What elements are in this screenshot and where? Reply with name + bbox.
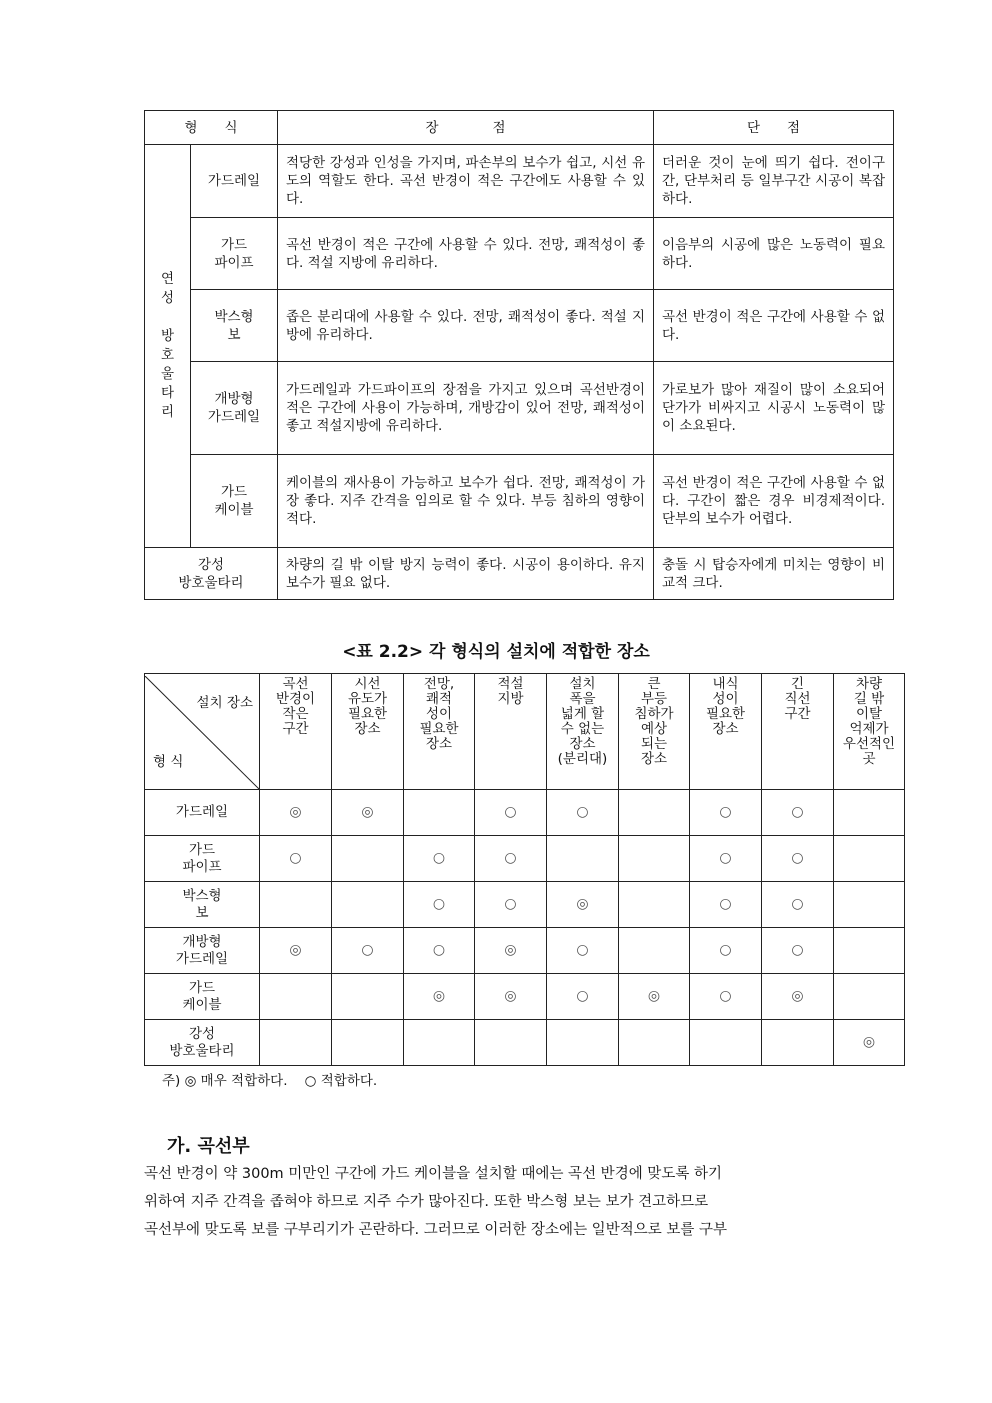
column-header: 긴 직선 구간 <box>762 674 834 790</box>
type-name: 가드레일 <box>191 145 278 218</box>
mark-cell: ◎ <box>260 790 332 836</box>
mark-cell: ○ <box>547 974 619 1020</box>
mark-cell <box>619 928 690 974</box>
row-name: 개방형 가드레일 <box>145 928 260 974</box>
cons-cell: 이음부의 시공에 많은 노동력이 필요하다. <box>654 218 894 290</box>
table-row <box>145 974 905 1020</box>
mark-cell: ○ <box>332 928 404 974</box>
mark-cell: ○ <box>762 928 834 974</box>
header-pros: 장 점 <box>278 111 654 145</box>
mark-cell <box>332 1020 404 1066</box>
mark-cell: ○ <box>475 882 547 928</box>
column-header: 큰 부등 침하가 예상 되는 장소 <box>619 674 690 790</box>
mark-cell <box>834 790 905 836</box>
mark-cell <box>619 790 690 836</box>
table-header-row <box>145 111 894 145</box>
table-header-row <box>145 674 905 790</box>
mark-cell: ○ <box>404 836 475 882</box>
mark-cell: ◎ <box>475 974 547 1020</box>
mark-cell: ◎ <box>332 790 404 836</box>
mark-cell: ◎ <box>762 974 834 1020</box>
mark-cell <box>547 1020 619 1066</box>
corner-bottom-label: 형 식 <box>153 753 184 770</box>
table-row <box>145 145 894 218</box>
cons-cell: 충돌 시 탑승자에게 미치는 영향이 비교적 크다. <box>654 548 894 600</box>
mark-cell <box>260 1020 332 1066</box>
mark-cell <box>834 882 905 928</box>
corner-top-label: 설치 장소 <box>196 694 253 711</box>
mark-cell: ○ <box>762 790 834 836</box>
header-type: 형 식 <box>145 111 278 145</box>
cons-cell: 더러운 것이 눈에 띄기 쉽다. 전이구간, 단부처리 등 일부구간 시공이 복잡하다. <box>654 145 894 218</box>
cons-cell: 곡선 반경이 적은 구간에 사용할 수 없다. <box>654 290 894 362</box>
mark-cell <box>619 1020 690 1066</box>
column-header: 차량 길 밖 이탈 억제가 우선적인 곳 <box>834 674 905 790</box>
suitability-table <box>144 673 905 1066</box>
mark-cell <box>619 836 690 882</box>
row-name: 박스형 보 <box>145 882 260 928</box>
mark-cell: ○ <box>690 974 762 1020</box>
mark-cell: ◎ <box>404 974 475 1020</box>
table-row <box>145 362 894 455</box>
corner-header <box>145 674 260 790</box>
mark-cell <box>404 1020 475 1066</box>
cons-cell: 곡선 반경이 적은 구간에 사용할 수 없다. 구간이 짧은 경우 비경제적이다. 단부의 보수가 어렵다. <box>654 455 894 548</box>
pros-cell: 좁은 분리대에 사용할 수 있다. 전망, 쾌적성이 좋다. 적설 지방에 유리하다. <box>278 290 654 362</box>
mark-cell: ○ <box>404 882 475 928</box>
cons-cell: 가로보가 많아 재질이 많이 소요되어 단가가 비싸지고 시공시 노동력이 많이 소요된다. <box>654 362 894 455</box>
row-name: 가드레일 <box>145 790 260 836</box>
table-row <box>145 928 905 974</box>
type-name: 가드 케이블 <box>191 455 278 548</box>
pros-cell: 차량의 길 밖 이탈 방지 능력이 좋다. 시공이 용이하다. 유지보수가 필요 없다. <box>278 548 654 600</box>
mark-cell: ○ <box>547 790 619 836</box>
body-paragraph <box>144 1160 864 1244</box>
diagonal-line <box>145 676 260 790</box>
comparison-table <box>144 110 894 600</box>
mark-cell <box>332 836 404 882</box>
mark-cell: ○ <box>690 882 762 928</box>
table-row <box>145 790 905 836</box>
mark-cell: ◎ <box>619 974 690 1020</box>
table-row <box>145 836 905 882</box>
type-name: 가드 파이프 <box>191 218 278 290</box>
mark-cell: ○ <box>690 928 762 974</box>
mark-cell: ◎ <box>834 1020 905 1066</box>
table-row <box>145 548 894 600</box>
column-header: 시선 유도가 필요한 장소 <box>332 674 404 790</box>
column-header: 전망, 쾌적 성이 필요한 장소 <box>404 674 475 790</box>
mark-cell <box>834 974 905 1020</box>
header-cons: 단 점 <box>654 111 894 145</box>
mark-cell: ○ <box>404 928 475 974</box>
type-name: 개방형 가드레일 <box>191 362 278 455</box>
mark-cell <box>762 1020 834 1066</box>
mark-cell <box>834 836 905 882</box>
mark-cell <box>690 1020 762 1066</box>
mark-cell: ○ <box>475 790 547 836</box>
mark-cell: ○ <box>260 836 332 882</box>
mark-cell: ○ <box>547 928 619 974</box>
mark-cell <box>260 974 332 1020</box>
table-row <box>145 455 894 548</box>
pros-cell: 가드레일과 가드파이프의 장점을 가지고 있으며 곡선반경이 적은 구간에 사용이 가능하며, 개방감이 있어 전망, 쾌적성이 좋고 적설지방에 유리하다. <box>278 362 654 455</box>
pros-cell: 곡선 반경이 적은 구간에 사용할 수 있다. 전망, 쾌적성이 좋다. 적설 지방에 유리하다. <box>278 218 654 290</box>
mark-cell <box>475 1020 547 1066</box>
mark-cell <box>619 882 690 928</box>
row-name: 강성 방호울타리 <box>145 1020 260 1066</box>
group-label-flexible: 연 성 방 호 울 타 리 <box>145 145 191 548</box>
section-title: 가. 곡선부 <box>167 1136 250 1157</box>
table-row <box>145 1020 905 1066</box>
column-header: 설치 폭을 넓게 할 수 없는 장소 (분리대) <box>547 674 619 790</box>
mark-cell <box>404 790 475 836</box>
mark-cell: ○ <box>690 790 762 836</box>
table-row <box>145 290 894 362</box>
mark-cell <box>260 882 332 928</box>
column-header: 곡선 반경이 작은 구간 <box>260 674 332 790</box>
table-note: 주) ◎ 매우 적합하다. ○ 적합하다. <box>162 1073 378 1089</box>
table-row <box>145 218 894 290</box>
mark-cell: ○ <box>690 836 762 882</box>
mark-cell: ◎ <box>475 928 547 974</box>
mark-cell: ○ <box>762 836 834 882</box>
mark-cell: ○ <box>475 836 547 882</box>
mark-cell: ○ <box>762 882 834 928</box>
mark-cell <box>332 974 404 1020</box>
type-name: 강성 방호울타리 <box>145 548 278 600</box>
paragraph-line: 곡선부에 맞도록 보를 구부리기가 곤란하다. 그러므로 이러한 장소에는 일반적으로 보를 구부 <box>144 1222 727 1238</box>
mark-cell <box>834 928 905 974</box>
type-name: 박스형 보 <box>191 290 278 362</box>
mark-cell: ◎ <box>547 882 619 928</box>
row-name: 가드 케이블 <box>145 974 260 1020</box>
column-header: 적설 지방 <box>475 674 547 790</box>
paragraph-line: 곡선 반경이 약 300m 미만인 구간에 가드 케이블을 설치할 때에는 곡선 반경에 맞도록 하기 <box>144 1166 722 1182</box>
table-row <box>145 882 905 928</box>
column-header: 내식 성이 필요한 장소 <box>690 674 762 790</box>
row-name: 가드 파이프 <box>145 836 260 882</box>
pros-cell: 적당한 강성과 인성을 가지며, 파손부의 보수가 쉽고, 시선 유도의 역할도 한다. 곡선 반경이 적은 구간에도 사용할 수 있다. <box>278 145 654 218</box>
mark-cell: ◎ <box>260 928 332 974</box>
pros-cell: 케이블의 재사용이 가능하고 보수가 쉽다. 전망, 쾌적성이 가장 좋다. 지주 간격을 임의로 할 수 있다. 부등 침하의 영향이 적다. <box>278 455 654 548</box>
mark-cell <box>332 882 404 928</box>
table-caption: <표 2.2> 각 형식의 설치에 적합한 장소 <box>342 642 650 662</box>
paragraph-line: 위하여 지주 간격을 좁혀야 하므로 지주 수가 많아진다. 또한 박스형 보는 보가 견고하므로 <box>144 1194 709 1210</box>
mark-cell <box>547 836 619 882</box>
